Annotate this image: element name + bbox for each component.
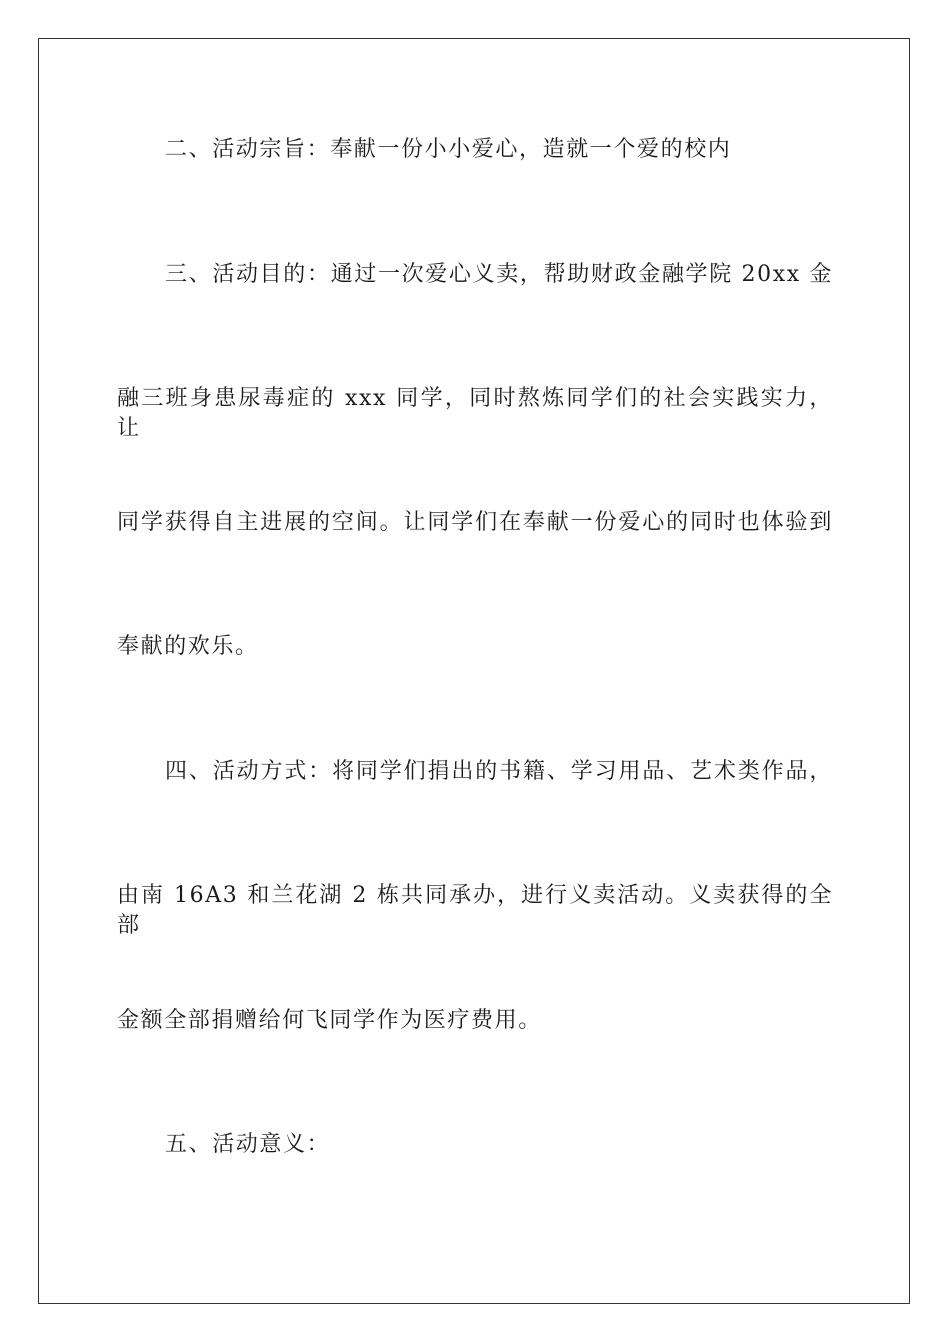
text-line: 融三班身患尿毒症的 xxx 同学，同时熬炼同学们的社会实践实力，让 [117,386,833,441]
paragraph-purpose [0,135,950,165]
page-border [38,38,910,1304]
text-line: 由南 16A3 和兰花湖 2 栋共同承办，进行义卖活动。义卖获得的全部 [117,883,833,938]
text-line: 金额全部捐赠给何飞同学作为医疗费用。 [117,1008,542,1033]
paragraph-goal-line-1 [0,260,950,290]
text-line: 奉献的欢乐。 [117,634,259,659]
text-line: 三、活动目的：通过一次爱心义卖，帮助财政金融学院 20xx 金 [165,262,833,287]
text-line: 二、活动宗旨：奉献一份小小爱心，造就一个爱的校内 [165,137,732,162]
paragraph-method-line-2 [0,881,950,941]
paragraph-goal-line-2 [0,384,950,444]
text-line: 五、活动意义： [165,1132,331,1157]
paragraph-goal-line-3 [0,508,950,538]
text-line: 同学获得自主进展的空间。让同学们在奉献一份爱心的同时也体验到 [117,510,833,535]
paragraph-goal-line-4 [0,632,950,662]
paragraph-method-line-3 [0,1006,950,1036]
paragraph-method-line-1 [0,757,950,787]
text-line: 四、活动方式：将同学们捐出的书籍、学习用品、艺术类作品， [165,759,833,784]
paragraph-significance [0,1130,950,1160]
